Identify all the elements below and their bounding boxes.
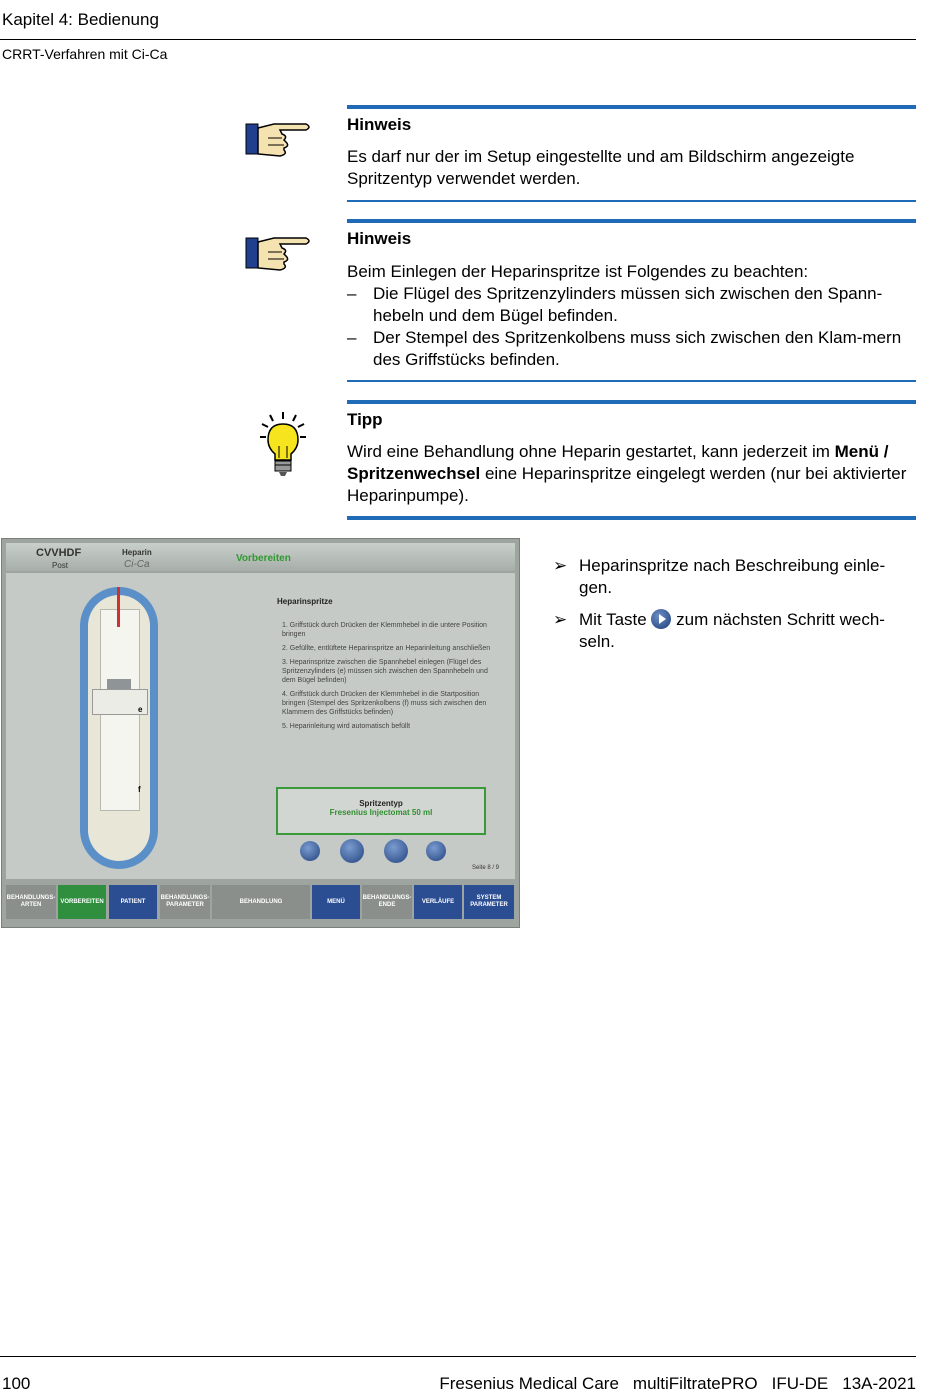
note-2-body (347, 261, 912, 371)
tab-menu[interactable]: MENÜ (312, 885, 360, 919)
cica-label: Ci-Ca (124, 559, 150, 570)
note-top-rule (347, 105, 916, 109)
tip-text-end: eine Heparinspritze eingelegt werden (nur bei aktivierter Heparinpumpe). (347, 464, 907, 505)
tab-behandlungsarten[interactable]: BEHANDLUNGS-ARTEN (6, 885, 56, 919)
footer-info (439, 1374, 916, 1394)
phase-label: Vorbereiten (236, 553, 291, 564)
tab-patient[interactable]: PATIENT (109, 885, 157, 919)
footer-version: 13A-2021 (842, 1374, 916, 1393)
note-1-text: Es darf nur der im Setup eingestellte und am Bildschirm angezeigte Spritzentyp verwendet werden. (347, 147, 855, 188)
label-e: e (138, 705, 143, 714)
tab-behandlung[interactable]: BEHANDLUNG (212, 885, 310, 919)
instruction-text: zum nächsten Schritt wech-seln. (579, 610, 885, 651)
tab-bar (6, 885, 515, 921)
label-f: f (138, 785, 141, 794)
screen-step: 4. Griffstück durch Drücken der Klemmhebel in die Startposition bringen (Stempel des Spritzenkolbens (f) muss sich zwischen den Klammern des Griffstücks befinden) (282, 691, 487, 716)
tip-text (347, 441, 912, 507)
syringe-type-label: Spritzentyp (359, 799, 403, 808)
note-top-rule (347, 219, 916, 223)
page-number: 100 (2, 1374, 31, 1393)
tab-systemparameter[interactable]: SYSTEM PARAMETER (464, 885, 514, 919)
tab-behandlungsende[interactable]: BEHANDLUNGS-ENDE (362, 885, 412, 919)
page-indicator: Seite 8 / 9 (472, 865, 500, 871)
note-bottom-rule (347, 380, 916, 382)
tab-verlaeufe[interactable]: VERLÄUFE (414, 885, 462, 919)
next-button[interactable] (384, 839, 408, 863)
instruction-text: Mit Taste (579, 610, 652, 629)
note-2-title: Hinweis (347, 229, 412, 248)
chapter-title: Kapitel 4: Bedienung (2, 10, 159, 29)
instruction-text: Heparinspritze nach Beschreibung einle-gen. (579, 556, 886, 597)
pointing-hand-icon (244, 232, 314, 276)
heparin-line (117, 587, 120, 627)
note-1-title: Hinweis (347, 115, 412, 134)
anticoagulation-label: Heparin (122, 548, 152, 557)
instruction-steps (553, 555, 918, 663)
machine-screenshot (1, 538, 520, 928)
light-bulb-icon (258, 410, 308, 480)
first-page-button[interactable] (300, 841, 320, 861)
therapy-mode-sub: Post (52, 561, 69, 570)
header-divider (0, 39, 916, 40)
list-item: – Der Stempel des Spritzenkolbens muss sich zwischen den Klam-mern des Griffstücks befinden. (347, 327, 912, 371)
tab-behandlungsparameter[interactable]: BEHANDLUNGS-PARAMETER (160, 885, 210, 919)
tip-top-rule (347, 400, 916, 404)
footer-doc: IFU-DE (771, 1374, 829, 1393)
tip-text-start: Wird eine Behandlung ohne Heparin gestartet, kann jederzeit im (347, 442, 835, 461)
pointing-hand-icon (244, 118, 314, 162)
screen-steps (282, 621, 492, 736)
note-2-intro: Beim Einlegen der Heparinspritze ist Folgendes zu beachten: (347, 262, 809, 281)
tab-vorbereiten[interactable]: VORBEREITEN (58, 885, 106, 919)
instruction-step (553, 555, 918, 599)
footer-company: Fresenius Medical Care (439, 1374, 619, 1393)
screen-step: 2. Gefüllte, entlüftete Heparinspritze an Heparinleitung anschließen (282, 645, 491, 652)
footer-product: multiFiltratePRO (632, 1374, 758, 1393)
arrow-bullet-icon: ➢ (553, 556, 568, 575)
next-button-icon (651, 609, 671, 629)
previous-button[interactable] (340, 839, 364, 863)
syringe-type-box (276, 787, 486, 835)
therapy-mode: CVVHDF (36, 547, 82, 559)
screen-step: 1. Griffstück durch Drücken der Klemmhebel in die untere Position bringen (282, 622, 487, 638)
tip-menu-path: Menü / Spritzenwechsel (347, 442, 889, 483)
footer-divider (0, 1356, 916, 1357)
tip-title: Tipp (347, 410, 383, 429)
instruction-step (553, 609, 918, 653)
list-item: – Die Flügel des Spritzenzylinders müssen sich zwischen den Spann-hebeln und dem Bügel befinden. (347, 283, 912, 327)
note-bottom-rule (347, 200, 916, 202)
arrow-bullet-icon: ➢ (553, 610, 568, 629)
tip-bottom-rule (347, 516, 916, 520)
screen-heading: Heparinspritze (277, 597, 333, 606)
screen-step: 5. Heparinleitung wird automatisch befüllt (282, 723, 411, 730)
screen-step: 3. Heparinspritze zwischen die Spannhebel einlegen (Flügel des Spritzenzylinders (e) müssen sich zwischen den Spannhebeln und dem Bügel befinden) (282, 659, 488, 684)
section-title: CRRT-Verfahren mit Ci-Ca (2, 46, 168, 62)
last-page-button[interactable] (426, 841, 446, 861)
syringe-type-value: Fresenius Injectomat 50 ml (329, 808, 433, 817)
status-bar (6, 543, 515, 571)
